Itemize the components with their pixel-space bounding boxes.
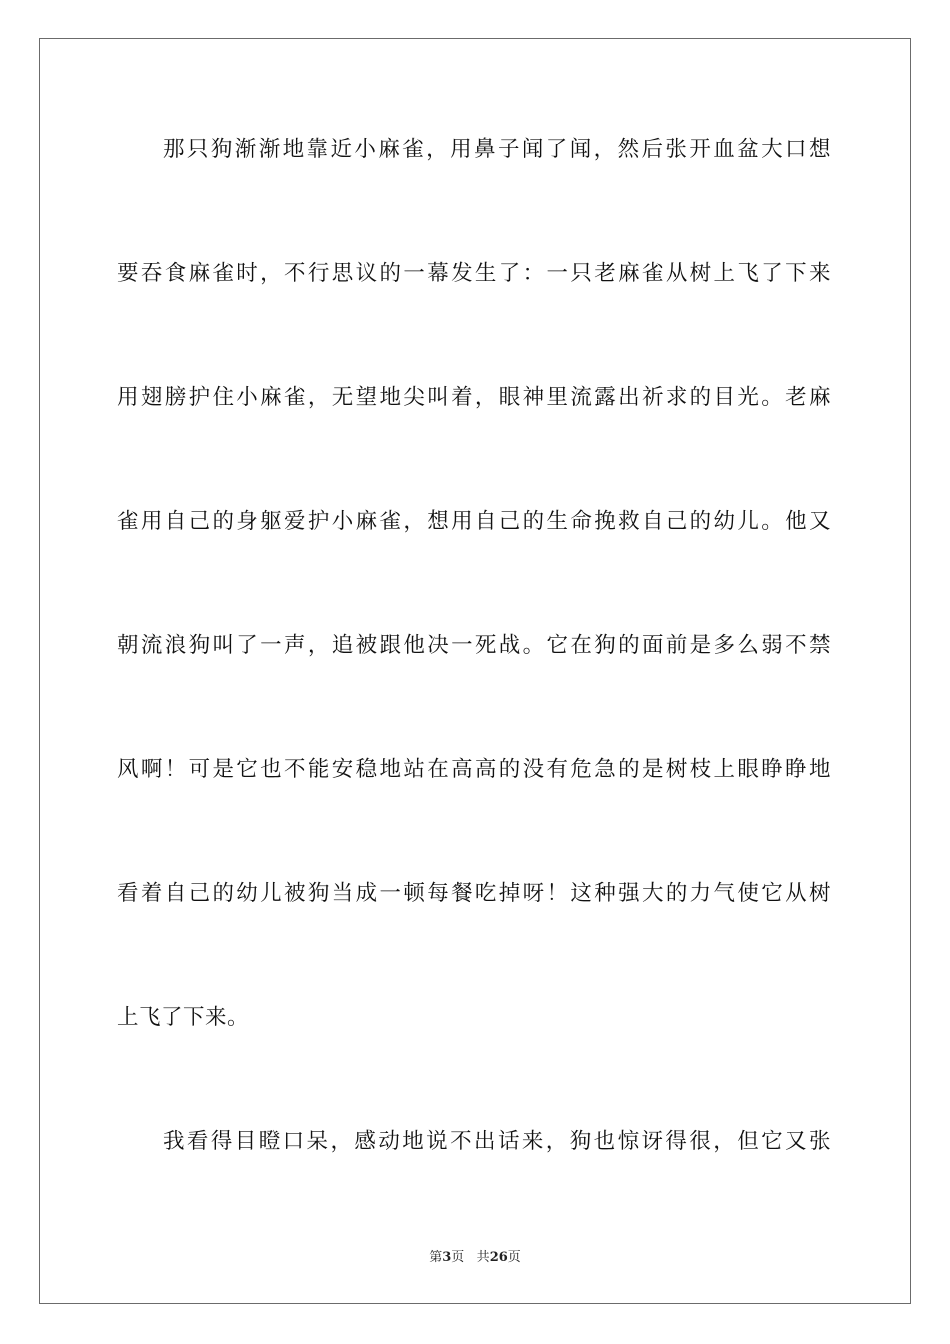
paragraph-line: 风啊！可是它也不能安稳地站在高高的没有危急的是树枝上眼睁睁地 (117, 757, 831, 782)
paragraph-line: 我看得目瞪口呆，感动地说不出话来，狗也惊讶得很，但它又张 (163, 1129, 831, 1154)
page-prefix: 第 (429, 1250, 443, 1265)
document-body (117, 128, 831, 1244)
paragraph-line: 上飞了下来。 (117, 1005, 250, 1030)
paragraph-line: 那只狗渐渐地靠近小麻雀，用鼻子闻了闻，然后张开血盆大口想 (163, 137, 831, 162)
paragraph-line: 看着自己的幼儿被狗当成一顿每餐吃掉呀！这种强大的力气使它从树 (117, 881, 831, 906)
total-pages: 26 (489, 1250, 508, 1265)
paragraph-line: 用翅膀护住小麻雀，无望地尖叫着，眼神里流露出祈求的目光。老麻 (117, 385, 831, 410)
page-suffix: 页 (451, 1250, 465, 1265)
paragraph-line: 雀用自己的身躯爱护小麻雀，想用自己的生命挽救自己的幼儿。他又 (117, 509, 831, 534)
page-footer (0, 1246, 950, 1265)
paragraph-line: 要吞食麻雀时，不行思议的一幕发生了：一只老麻雀从树上飞了下来 (117, 261, 831, 286)
page-number: 3 (442, 1250, 452, 1265)
total-suffix: 页 (507, 1250, 521, 1265)
total-prefix: 共 (476, 1250, 490, 1265)
paragraph-line: 朝流浪狗叫了一声，追被跟他决一死战。它在狗的面前是多么弱不禁 (117, 633, 831, 658)
